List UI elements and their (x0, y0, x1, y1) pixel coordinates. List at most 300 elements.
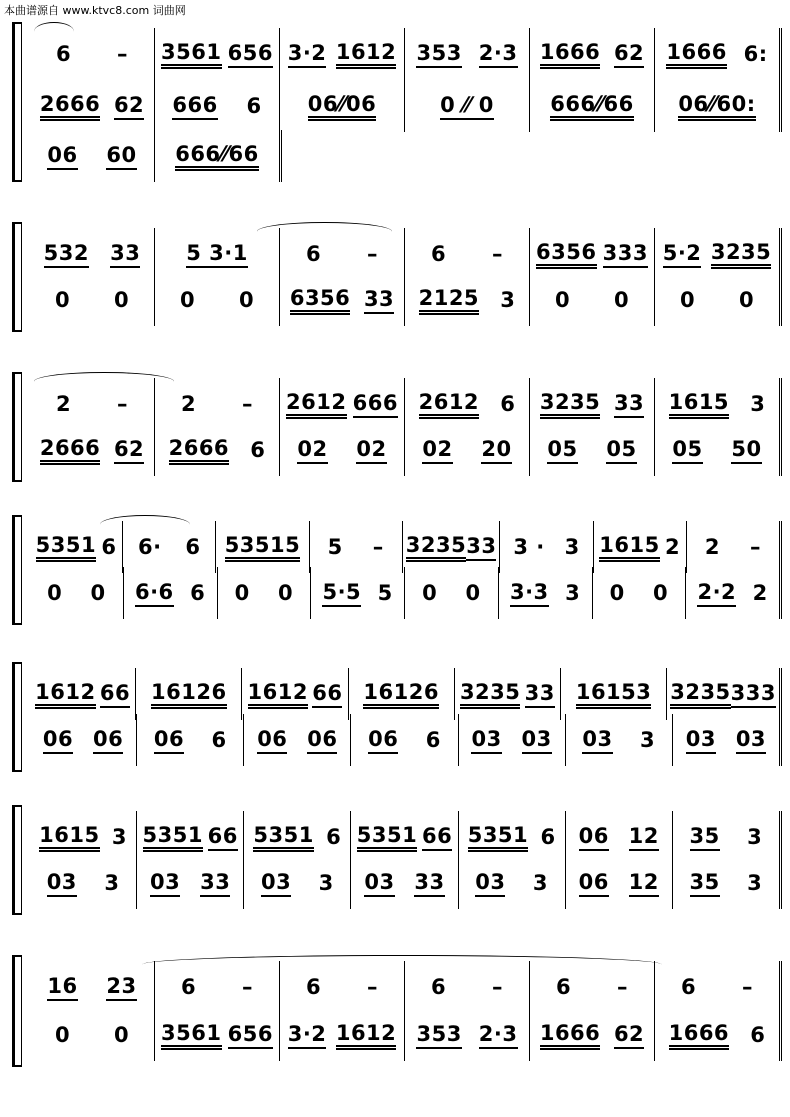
note-group: – (117, 392, 129, 416)
note-group: 5 (377, 581, 393, 605)
note-group: 3 (750, 392, 766, 416)
note-group: 60 (106, 143, 136, 170)
note-group: 6 (211, 728, 227, 752)
note-group: 33 (414, 870, 444, 897)
note-group: 3 (640, 728, 656, 752)
measure-group (30, 1009, 782, 1061)
measure (530, 378, 655, 430)
measure (30, 857, 137, 909)
note-group: 05 (547, 437, 577, 464)
note-group: 0 (113, 1023, 130, 1047)
note-group: – (367, 975, 379, 999)
measure (673, 857, 782, 909)
measure (30, 714, 137, 766)
measure (30, 668, 136, 720)
measure (655, 274, 782, 326)
note-group: 0 ⁄⁄ 0 (440, 93, 494, 120)
note-group: 0 (465, 581, 481, 605)
note-group: 62 (114, 437, 144, 464)
note-group: 3·3 (510, 580, 549, 607)
note-group: 02 (356, 437, 386, 464)
note-group: 6: (743, 42, 768, 66)
note-group: 3235 (711, 240, 771, 269)
score-system (12, 515, 782, 625)
measure (655, 228, 782, 280)
note-group: 0 (234, 581, 250, 605)
note-group: 03 (471, 727, 501, 754)
measure (155, 424, 280, 476)
measure (280, 28, 405, 80)
measure (310, 521, 403, 573)
measure (349, 668, 455, 720)
measure (405, 961, 530, 1013)
system-bracket (12, 515, 21, 625)
measure (155, 80, 280, 132)
note-group: 2 (752, 581, 768, 605)
system-bracket (12, 222, 21, 332)
note-group: 6 (750, 1023, 766, 1047)
note-group: 06⁄⁄06 (308, 92, 376, 121)
measure (155, 961, 280, 1013)
note-group: 05 (672, 437, 702, 464)
measure (155, 130, 282, 182)
note-group: 353 (416, 1022, 461, 1049)
note-group: 2612 (419, 390, 479, 419)
measure (455, 668, 561, 720)
measure-group (30, 714, 782, 766)
measure (500, 521, 593, 573)
measure-group (30, 28, 782, 80)
measure (155, 228, 280, 280)
measure (242, 668, 348, 720)
note-group: 532 (44, 241, 89, 268)
measure (137, 714, 244, 766)
system-line (21, 515, 22, 625)
measure (405, 228, 530, 280)
measure (30, 274, 155, 326)
measure (280, 961, 405, 1013)
note-group: 666⁄⁄66 (550, 92, 634, 121)
measure (244, 811, 351, 863)
measure-group (30, 668, 782, 720)
measure (405, 424, 530, 476)
note-group: 2666 (40, 92, 100, 121)
note-group: 02 (297, 437, 327, 464)
measure (137, 811, 244, 863)
system-bracket (12, 662, 21, 772)
measure (655, 961, 782, 1013)
measure-group (30, 521, 782, 573)
note-group: – (372, 535, 384, 559)
melody-row (30, 28, 782, 80)
note-group: 06 (257, 727, 287, 754)
note-group: 2125 (419, 286, 479, 315)
note-group: 3 (104, 871, 120, 895)
note-group: 6 (101, 535, 117, 559)
measure (30, 130, 155, 182)
note-group: 35 (690, 824, 720, 851)
note-group: 1615 (39, 823, 99, 852)
note-group: 0 (179, 288, 196, 312)
measure (459, 811, 566, 863)
note-group: 6 (680, 975, 697, 999)
note-group: 03 (522, 727, 552, 754)
measure (566, 857, 673, 909)
system-bracket (12, 22, 21, 182)
measure (530, 28, 655, 80)
accompaniment-row (30, 567, 782, 619)
note-group: 666⁄⁄66 (175, 142, 259, 171)
note-group: 23 (106, 974, 136, 1001)
measure (405, 28, 530, 80)
note-group: 5351 (357, 823, 417, 852)
measure (655, 1009, 782, 1061)
note-group: 6 (250, 438, 266, 462)
accompaniment-row (30, 857, 782, 909)
note-group: 6356 (290, 286, 350, 315)
note-group: – (367, 242, 379, 266)
note-group: 06 (368, 727, 398, 754)
measure (244, 714, 351, 766)
note-group: 3·2 (288, 41, 327, 68)
measure (459, 714, 566, 766)
measure (655, 28, 782, 80)
measure (687, 521, 782, 573)
note-group: 1615 (669, 390, 729, 419)
note-group: 06 (579, 870, 609, 897)
system-line (21, 372, 22, 482)
note-group: 6 (326, 825, 342, 849)
note-group: 33 (614, 391, 644, 418)
note-group: 6· (138, 535, 162, 559)
note-group: 33 (364, 287, 394, 314)
note-group: 06 (93, 727, 123, 754)
note-group: 06 (47, 143, 77, 170)
measure (655, 424, 782, 476)
note-group: 0 (609, 581, 625, 605)
measure (30, 424, 155, 476)
note-group: 06 (43, 727, 73, 754)
measure (155, 28, 280, 80)
measure (655, 378, 782, 430)
measure (124, 567, 218, 619)
measure (311, 567, 405, 619)
measure (30, 28, 155, 80)
measure (280, 228, 405, 280)
note-group: 2 (180, 392, 197, 416)
accompaniment-row (30, 1009, 782, 1061)
measure (405, 80, 530, 132)
melody-row (30, 228, 782, 280)
note-group: 1612 (336, 40, 396, 69)
system-line (21, 955, 22, 1067)
note-group: 0 (47, 581, 63, 605)
measure (673, 714, 782, 766)
measure (566, 714, 673, 766)
note-group: 1666 (540, 1021, 600, 1050)
note-group: 03 (150, 870, 180, 897)
measure (30, 378, 155, 430)
note-group: 6 (305, 242, 322, 266)
measure-group (30, 811, 782, 863)
measure (405, 1009, 530, 1061)
note-group: 66 (422, 824, 452, 851)
note-group: 03 (47, 870, 77, 897)
system-line (21, 222, 22, 332)
measure (155, 378, 280, 430)
note-group: 12 (629, 824, 659, 851)
note-group: 6 (540, 825, 556, 849)
note-group: 1615 (599, 533, 659, 562)
note-group: 0 (422, 581, 438, 605)
note-group: 06⁄⁄60: (678, 92, 755, 121)
note-group: 66 (100, 681, 130, 708)
note-group: 06 (579, 824, 609, 851)
measure (530, 80, 655, 132)
measure-group (30, 80, 782, 132)
measure (280, 424, 405, 476)
note-group: 06 (307, 727, 337, 754)
note-group: 5351 (468, 823, 528, 852)
note-group: 656 (228, 1022, 273, 1049)
measure (30, 567, 124, 619)
note-group: 5351 (253, 823, 313, 852)
note-group: 5·2 (663, 241, 702, 268)
accompaniment-row (30, 714, 782, 766)
note-group: 6 (246, 94, 262, 118)
note-group: 0 (679, 288, 696, 312)
note-group: 33 (200, 870, 230, 897)
note-group: 3 (747, 825, 763, 849)
note-group: 0 (113, 288, 130, 312)
measure (280, 378, 405, 430)
note-group: 02 (422, 437, 452, 464)
note-group: 6356 (536, 240, 596, 269)
note-group: 0 (613, 288, 630, 312)
note-group: 50 (731, 437, 761, 464)
note-group: 656 (228, 41, 273, 68)
measure (123, 521, 216, 573)
measure (530, 1009, 655, 1061)
note-group: 35 (690, 870, 720, 897)
score-system (12, 372, 782, 482)
system-bracket (12, 805, 21, 915)
note-group: 3 (500, 288, 516, 312)
note-group: 6 (430, 975, 447, 999)
note-group: 0 (90, 581, 106, 605)
note-group: 62 (114, 93, 144, 120)
accompaniment-row (30, 424, 782, 476)
note-group: 03 (686, 727, 716, 754)
note-group: 0 (238, 288, 255, 312)
note-group: 6 (430, 242, 447, 266)
measure (136, 668, 242, 720)
note-group: 5 3·1 (186, 241, 248, 268)
melody-row (30, 378, 782, 430)
measure-group (30, 378, 782, 430)
note-group: 3561 (161, 40, 221, 69)
note-group: 03 (736, 727, 766, 754)
note-group: 12 (629, 870, 659, 897)
measure (667, 668, 782, 720)
measure (405, 274, 530, 326)
note-group: 2666 (169, 436, 229, 465)
measure (280, 274, 405, 326)
note-group: 0 (653, 581, 669, 605)
note-group: 1666 (540, 40, 600, 69)
note-group: 3·2 (288, 1022, 327, 1049)
note-group: 0 (554, 288, 571, 312)
note-group: 0 (738, 288, 755, 312)
measure (530, 274, 655, 326)
measure (244, 857, 351, 909)
measure-group (30, 228, 782, 280)
measure (351, 811, 458, 863)
note-group: 0 (54, 288, 71, 312)
note-group: 5351 (36, 533, 96, 562)
note-group: 1612 (248, 680, 308, 709)
note-group: 62 (614, 41, 644, 68)
note-group: 6 (190, 581, 206, 605)
note-group: 2 (55, 392, 72, 416)
note-group: 2 (665, 535, 681, 559)
system-bracket (12, 372, 21, 482)
note-group: 2·2 (697, 580, 736, 607)
note-group: 353 (416, 41, 461, 68)
note-group: 3 (318, 871, 334, 895)
note-group: 0 (278, 581, 294, 605)
note-group: 6 (180, 975, 197, 999)
note-group: 6 (500, 392, 516, 416)
accompaniment-row (30, 130, 282, 182)
note-group: 2·3 (479, 41, 518, 68)
note-group: – (749, 535, 761, 559)
measure (593, 567, 687, 619)
note-group: 16126 (363, 680, 439, 709)
note-group: 2·3 (479, 1022, 518, 1049)
measure (655, 80, 782, 132)
measure (403, 521, 501, 573)
note-group: – (117, 42, 129, 66)
measure-group (30, 424, 782, 476)
note-group: 5·5 (322, 580, 361, 607)
note-group: 6 (55, 42, 72, 66)
note-group: 1612 (35, 680, 95, 709)
note-group: – (242, 975, 254, 999)
note-group: 666 (353, 391, 398, 418)
system-line (21, 805, 22, 915)
note-group: 3235 (540, 390, 600, 419)
note-group: 05 (606, 437, 636, 464)
measure (30, 811, 137, 863)
melody-row (30, 668, 782, 720)
note-group: 03 (261, 870, 291, 897)
measure-group (30, 567, 782, 619)
note-group: 333 (731, 681, 776, 708)
system-bracket (12, 955, 21, 1067)
melody-row (30, 811, 782, 863)
note-group: 2612 (286, 390, 346, 419)
measure (405, 378, 530, 430)
score-system (12, 222, 782, 332)
measure (30, 1009, 155, 1061)
note-group: – (492, 975, 504, 999)
note-group: 3561 (161, 1021, 221, 1050)
measure (530, 228, 655, 280)
measure (216, 521, 309, 573)
note-group: 2666 (40, 436, 100, 465)
note-group: – (492, 242, 504, 266)
note-group: – (242, 392, 254, 416)
measure (594, 521, 687, 573)
note-group: 6 (425, 728, 441, 752)
measure (218, 567, 312, 619)
note-group: 3 (532, 871, 548, 895)
measure (30, 521, 123, 573)
measure (30, 228, 155, 280)
score-system (12, 662, 782, 772)
system-line (21, 662, 22, 772)
measure (280, 80, 405, 132)
note-group: 3235 (406, 533, 466, 562)
score-system (12, 805, 782, 915)
note-group: 20 (481, 437, 511, 464)
measure (566, 811, 673, 863)
note-group: 16126 (151, 680, 227, 709)
score-system (12, 22, 782, 182)
note-group: 3 (565, 581, 581, 605)
measure-group (30, 274, 782, 326)
note-group: 16153 (576, 680, 652, 709)
measure (137, 857, 244, 909)
measure (530, 961, 655, 1013)
note-group: 0 (54, 1023, 71, 1047)
measure (530, 424, 655, 476)
note-group: 6·6 (135, 580, 174, 607)
note-group: 5 (327, 535, 343, 559)
note-group: 6 (305, 975, 322, 999)
note-group: 53515 (225, 533, 301, 562)
note-group: 666 (172, 93, 217, 120)
note-group: 3 (564, 535, 580, 559)
note-group: 03 (364, 870, 394, 897)
note-group: 3 (111, 825, 127, 849)
measure (351, 857, 458, 909)
note-group: 33 (110, 241, 140, 268)
source-watermark: 本曲谱源自 www.ktvc8.com 词曲网 (4, 4, 186, 17)
note-group: 1666 (666, 40, 726, 69)
note-group: – (617, 975, 629, 999)
measure (351, 714, 458, 766)
note-group: – (742, 975, 754, 999)
measure (673, 811, 782, 863)
note-group: 2 (704, 535, 720, 559)
measure (686, 567, 782, 619)
note-group: 3235 (670, 680, 730, 709)
note-group: 33 (466, 534, 496, 561)
note-group: 03 (582, 727, 612, 754)
measure (30, 80, 155, 132)
note-group: 3235 (460, 680, 520, 709)
measure-group (30, 961, 782, 1013)
note-group: 3 · (513, 535, 545, 559)
measure (499, 567, 593, 619)
measure (155, 274, 280, 326)
note-group: 66 (208, 824, 238, 851)
measure-group (30, 857, 782, 909)
measure (280, 1009, 405, 1061)
note-group: 6 (555, 975, 572, 999)
